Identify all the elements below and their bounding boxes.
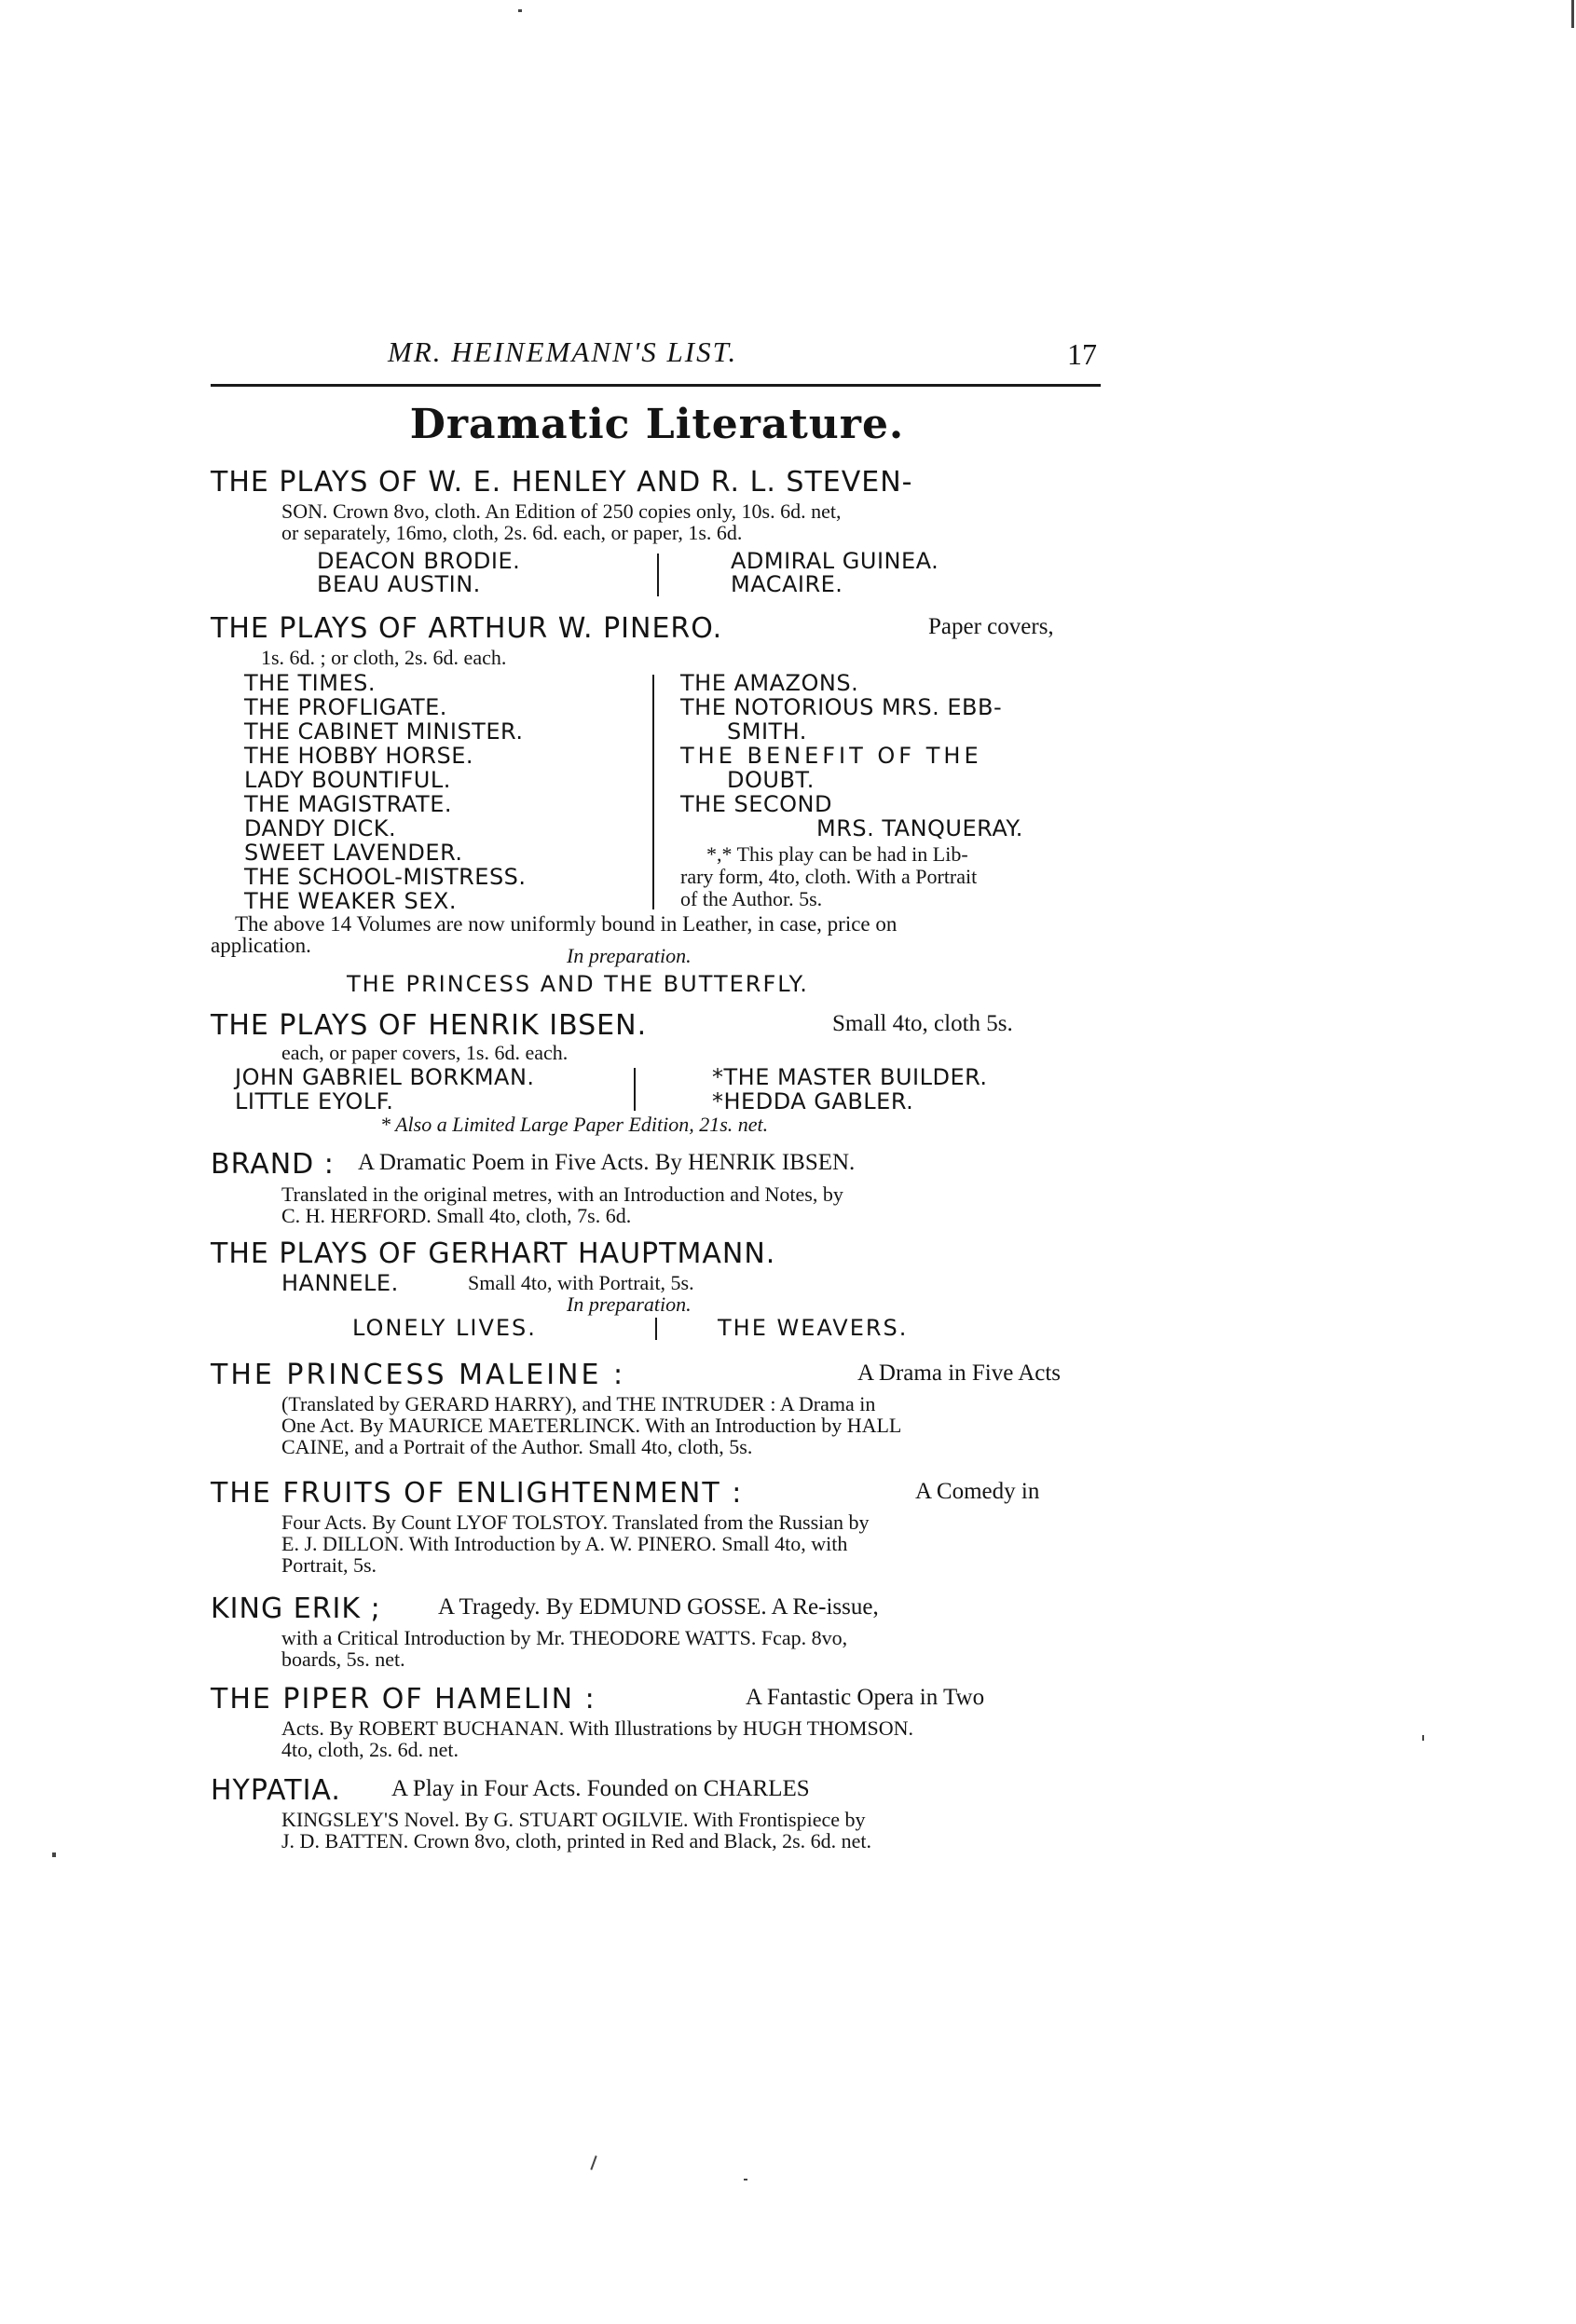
pinero-note-1: *,* This play can be had in Lib- xyxy=(706,842,968,866)
pinero-note-3: of the Author. 5s. xyxy=(680,887,823,910)
pinero-play-lavender: SWEET LAVENDER. xyxy=(244,840,463,866)
ibsen-title-tail: Small 4to, cloth 5s. xyxy=(832,1011,1013,1036)
hypatia-line2: J. D. BATTEN. Crown 8vo, cloth, printed in Red and Black, 2s. 6d. net. xyxy=(281,1829,872,1852)
pinero-in-preparation: In preparation. xyxy=(567,944,692,967)
ibsen-play-master-builder: *THE MASTER BUILDER. xyxy=(712,1064,988,1090)
henley-divider xyxy=(657,554,659,596)
pinero-title: THE PLAYS OF ARTHUR W. PINERO. xyxy=(211,612,723,645)
fruits-line1: Four Acts. By Count LYOF TOLSTOY. Translated from the Russian by xyxy=(281,1511,870,1534)
print-speck xyxy=(1571,0,1574,28)
page-number: 17 xyxy=(1067,337,1097,371)
brand-title: BRAND : xyxy=(211,1148,335,1181)
maleine-line2: One Act. By MAURICE MAETERLINCK. With an Introduction by HALL xyxy=(281,1414,902,1437)
piper-title-tail: A Fantastic Opera in Two xyxy=(746,1685,985,1710)
maleine-line3: CAINE, and a Portrait of the Author. Small 4to, cloth, 5s. xyxy=(281,1435,753,1458)
maleine-title-tail: A Drama in Five Acts xyxy=(857,1360,1062,1386)
ibsen-large-paper-note: * Also a Limited Large Paper Edition, 21s. net. xyxy=(380,1113,769,1136)
pinero-play-benefit-cont: DOUBT. xyxy=(727,767,815,793)
pinero-play-magistrate: THE MAGISTRATE. xyxy=(244,791,452,817)
henley-play-3: ADMIRAL GUINEA. xyxy=(731,548,939,574)
pinero-play-weaker: THE WEAKER SEX. xyxy=(244,888,457,914)
pinero-play-hobby: THE HOBBY HORSE. xyxy=(244,743,473,769)
pinero-play-benefit: THE BENEFIT OF THE xyxy=(680,743,982,769)
ibsen-title: THE PLAYS OF HENRIK IBSEN. xyxy=(211,1009,648,1042)
maleine-title: THE PRINCESS MALEINE : xyxy=(211,1359,626,1391)
erik-title: KING ERIK ; xyxy=(211,1593,381,1625)
hauptmann-hannele: HANNELE. xyxy=(281,1270,399,1296)
pinero-play-notorious-cont: SMITH. xyxy=(727,718,807,745)
ibsen-divider xyxy=(634,1068,636,1111)
henley-play-2: BEAU AUSTIN. xyxy=(317,571,481,597)
fruits-title-tail: A Comedy in xyxy=(915,1479,1040,1504)
print-speck xyxy=(52,1852,56,1857)
header-rule xyxy=(211,384,1101,387)
pinero-play-cabinet: THE CABINET MINISTER. xyxy=(244,718,524,745)
fruits-title: THE FRUITS OF ENLIGHTENMENT : xyxy=(211,1477,744,1510)
ibsen-play-borkman: JOHN GABRIEL BORKMAN. xyxy=(235,1064,535,1090)
hypatia-title: HYPATIA. xyxy=(211,1774,341,1807)
ibsen-line1: each, or paper covers, 1s. 6d. each. xyxy=(281,1041,569,1064)
hauptmann-divider xyxy=(655,1318,657,1340)
henley-title: THE PLAYS OF W. E. HENLEY AND R. L. STEVEN- xyxy=(211,466,913,499)
brand-line1: Translated in the original metres, with an Introduction and Notes, by xyxy=(281,1183,843,1206)
pinero-play-times: THE TIMES. xyxy=(244,670,376,696)
print-speck xyxy=(590,2155,596,2170)
piper-title: THE PIPER OF HAMELIN : xyxy=(211,1683,596,1716)
pinero-play-tanqueray: MRS. TANQUERAY. xyxy=(816,815,1023,841)
hauptmann-in-preparation: In preparation. xyxy=(567,1292,692,1316)
pinero-play-schoolmistress: THE SCHOOL-MISTRESS. xyxy=(244,864,527,890)
fruits-line2: E. J. DILLON. With Introduction by A. W. PINERO. Small 4to, with xyxy=(281,1532,848,1555)
hauptmann-title: THE PLAYS OF GERHART HAUPTMANN. xyxy=(211,1237,776,1270)
pinero-footer-1: The above 14 Volumes are now uniformly bound in Leather, in case, price on xyxy=(235,912,898,936)
ibsen-play-eyolf: LITTLE EYOLF. xyxy=(235,1088,394,1114)
henley-play-1: DEACON BRODIE. xyxy=(317,548,521,574)
pinero-note-2: rary form, 4to, cloth. With a Portrait xyxy=(680,865,978,888)
hypatia-line1: KINGSLEY'S Novel. By G. STUART OGILVIE. With Frontispiece by xyxy=(281,1808,866,1831)
erik-line2: boards, 5s. net. xyxy=(281,1647,405,1671)
pinero-play-profligate: THE PROFLIGATE. xyxy=(244,694,447,720)
hauptmann-lonely-lives: LONELY LIVES. xyxy=(352,1315,537,1341)
piper-line1: Acts. By ROBERT BUCHANAN. With Illustrations by HUGH THOMSON. xyxy=(281,1716,913,1740)
piper-line2: 4to, cloth, 2s. 6d. net. xyxy=(281,1738,459,1761)
pinero-line1: 1s. 6d. ; or cloth, 2s. 6d. each. xyxy=(261,646,507,669)
pinero-play-amazons: THE AMAZONS. xyxy=(680,670,859,696)
print-speck xyxy=(744,2179,747,2180)
pinero-title-tail: Paper covers, xyxy=(928,614,1054,639)
erik-line1: with a Critical Introduction by Mr. THEODORE WATTS. Fcap. 8vo, xyxy=(281,1626,848,1649)
pinero-play-notorious: THE NOTORIOUS MRS. EBB- xyxy=(680,694,1003,720)
hauptmann-hannele-tail: Small 4to, with Portrait, 5s. xyxy=(468,1271,694,1294)
henley-line2: or separately, 16mo, cloth, 2s. 6d. each, or paper, 1s. 6d. xyxy=(281,521,743,544)
fruits-line3: Portrait, 5s. xyxy=(281,1553,377,1577)
brand-line2: C. H. HERFORD. Small 4to, cloth, 7s. 6d. xyxy=(281,1204,632,1227)
henley-play-4: MACAIRE. xyxy=(731,571,843,597)
henley-line1: SON. Crown 8vo, cloth. An Edition of 250 copies only, 10s. 6d. net, xyxy=(281,499,842,523)
pinero-play-dandy: DANDY DICK. xyxy=(244,815,397,841)
pinero-footer-2: application. xyxy=(211,934,311,957)
pinero-prep-title: THE PRINCESS AND THE BUTTERFLY. xyxy=(347,971,809,997)
section-title: Dramatic Literature. xyxy=(409,401,905,448)
ibsen-play-hedda: *HEDDA GABLER. xyxy=(712,1088,914,1114)
erik-title-tail: A Tragedy. By EDMUND GOSSE. A Re-issue, xyxy=(438,1594,879,1620)
print-speck xyxy=(518,9,522,12)
pinero-divider xyxy=(652,675,654,909)
maleine-line1: (Translated by GERARD HARRY), and THE INTRUDER : A Drama in xyxy=(281,1392,876,1415)
hauptmann-weavers: THE WEAVERS. xyxy=(718,1315,909,1341)
print-speck xyxy=(1422,1735,1424,1741)
running-title: MR. HEINEMANN'S LIST. xyxy=(388,335,738,368)
pinero-play-bountiful: LADY BOUNTIFUL. xyxy=(244,767,451,793)
hypatia-title-tail: A Play in Four Acts. Founded on CHARLES xyxy=(391,1776,810,1801)
brand-title-tail: A Dramatic Poem in Five Acts. By HENRIK IBSEN. xyxy=(358,1150,856,1175)
pinero-play-second: THE SECOND xyxy=(680,791,832,817)
